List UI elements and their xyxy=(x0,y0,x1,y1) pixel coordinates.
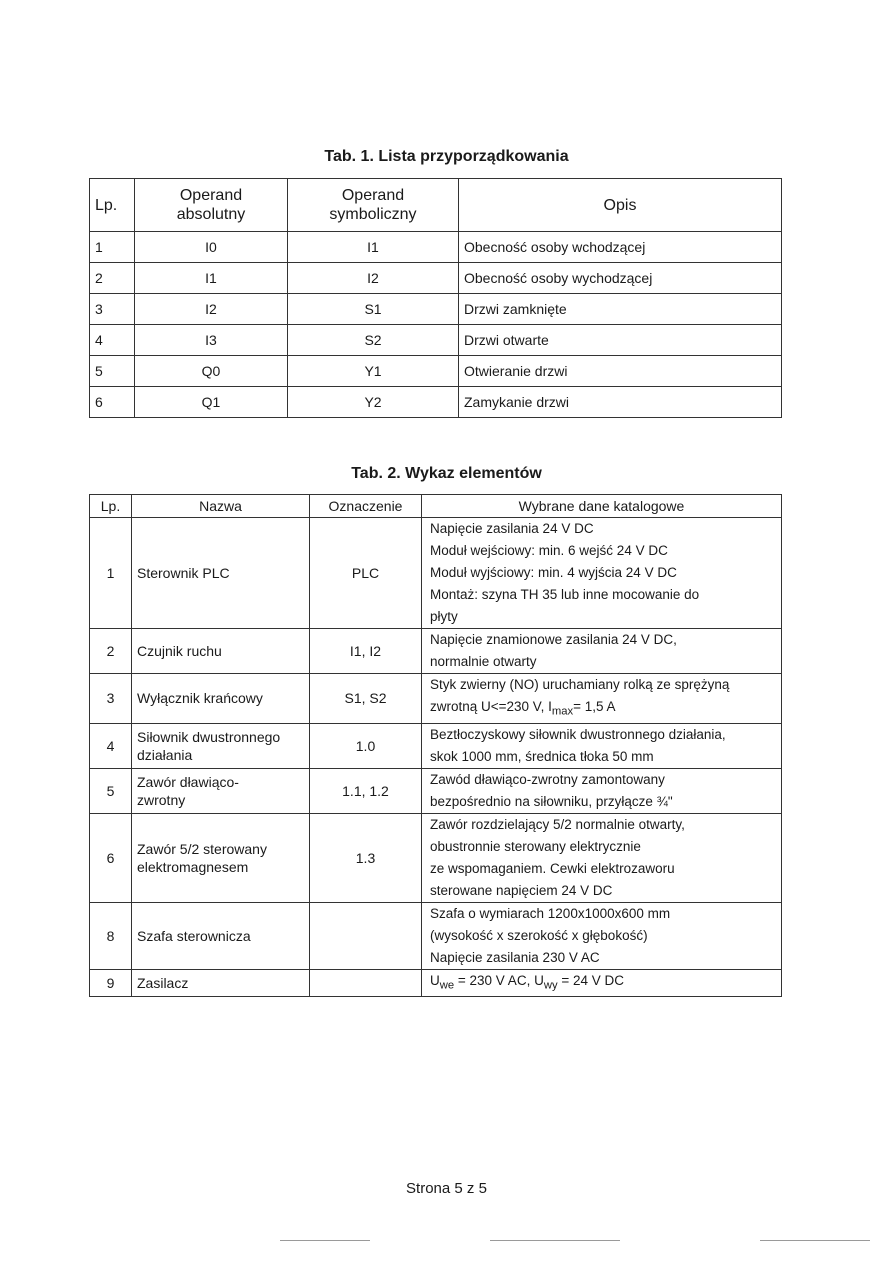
cell-lp: 6 xyxy=(90,813,132,902)
cell-name xyxy=(132,768,310,813)
header-sym-line1: Operand xyxy=(341,187,405,204)
cell-description: Drzwi otwarte xyxy=(459,325,782,356)
header-designation: Oznaczenie xyxy=(310,495,422,518)
catalog-line: skok 1000 mm, średnica tłoka 50 mm xyxy=(430,748,654,764)
cell-name: Zasilacz xyxy=(132,969,310,997)
divider xyxy=(760,1240,870,1241)
assignment-table xyxy=(89,178,782,418)
table1-title: Tab. 1. Lista przyporządkowania xyxy=(324,148,569,165)
catalog-line: (wysokość x szerokość x głębokość) xyxy=(430,927,648,943)
table-row xyxy=(90,674,782,724)
header-symbolic-operand xyxy=(288,179,459,232)
catalog-line: sterowane napięciem 24 V DC xyxy=(430,882,613,898)
cell-lp: 3 xyxy=(90,294,135,325)
divider xyxy=(280,1240,370,1241)
catalog-line: Szafa o wymiarach 1200x1000x600 mm xyxy=(430,905,671,921)
cell-catalog-data xyxy=(422,629,782,674)
cell-name: Sterownik PLC xyxy=(132,518,310,629)
cell-catalog-data xyxy=(422,768,782,813)
cell-lp: 9 xyxy=(90,969,132,997)
cell-symbolic: Y1 xyxy=(288,356,459,387)
cell-name: Wyłącznik krańcowy xyxy=(132,674,310,724)
divider xyxy=(490,1240,620,1241)
name-line: działania xyxy=(137,746,193,763)
cell-description: Otwieranie drzwi xyxy=(459,356,782,387)
page-number: Strona 5 z 5 xyxy=(406,1180,487,1197)
catalog-line: bezpośrednio na siłowniku, przyłącze ¾" xyxy=(430,793,673,809)
name-line: elektromagnesem xyxy=(137,858,249,875)
catalog-line: Napięcie zasilania 230 V AC xyxy=(430,949,600,965)
catalog-text: zwrotną U<=230 V, I xyxy=(430,699,552,714)
header-abs-line1: Operand xyxy=(179,187,243,204)
catalog-line xyxy=(430,970,776,997)
cell-designation: PLC xyxy=(310,518,422,629)
header-absolute-operand xyxy=(135,179,288,232)
cell-symbolic: S1 xyxy=(288,294,459,325)
name-line: Zawór dławiąco- xyxy=(137,773,239,790)
table-row xyxy=(90,387,782,418)
cell-catalog-data xyxy=(422,902,782,969)
cell-absolute: I2 xyxy=(135,294,288,325)
cell-symbolic: I1 xyxy=(288,232,459,263)
header-name: Nazwa xyxy=(132,495,310,518)
header-description: Opis xyxy=(459,179,782,232)
catalog-text: = 24 V DC xyxy=(557,972,624,988)
cell-designation xyxy=(310,969,422,997)
cell-symbolic: Y2 xyxy=(288,387,459,418)
cell-absolute: I1 xyxy=(135,263,288,294)
cell-symbolic: S2 xyxy=(288,325,459,356)
header-catalog-data: Wybrane dane katalogowe xyxy=(422,495,782,518)
cell-lp: 4 xyxy=(90,723,132,768)
cell-description: Obecność osoby wchodzącej xyxy=(459,232,782,263)
table-row xyxy=(90,232,782,263)
cell-designation: 1.3 xyxy=(310,813,422,902)
table-header-row xyxy=(90,179,782,232)
cell-description: Drzwi zamknięte xyxy=(459,294,782,325)
cell-designation: 1.0 xyxy=(310,723,422,768)
cell-absolute: I3 xyxy=(135,325,288,356)
cell-lp: 6 xyxy=(90,387,135,418)
cell-lp: 5 xyxy=(90,768,132,813)
catalog-line: Styk zwierny (NO) uruchamiany rolką ze sprężyną xyxy=(430,677,730,692)
table-row xyxy=(90,629,782,674)
cell-lp: 1 xyxy=(90,518,132,629)
subscript: max xyxy=(551,705,574,718)
cell-name: Czujnik ruchu xyxy=(132,629,310,674)
catalog-text: = 1,5 A xyxy=(573,699,616,714)
cell-absolute: Q0 xyxy=(135,356,288,387)
header-lp: Lp. xyxy=(90,179,135,232)
cell-designation xyxy=(310,902,422,969)
header-sym-line2: symboliczny xyxy=(329,206,417,223)
name-line: Siłownik dwustronnego xyxy=(137,728,281,745)
catalog-line: Moduł wyjściowy: min. 4 wyjścia 24 V DC xyxy=(430,565,677,580)
cell-catalog-data xyxy=(422,723,782,768)
table-row xyxy=(90,518,782,629)
subscript: wy xyxy=(543,979,558,992)
header-abs-line2: absolutny xyxy=(176,206,246,223)
catalog-line: płyty xyxy=(430,609,458,624)
table2-title: Tab. 2. Wykaz elementów xyxy=(351,465,542,482)
catalog-line: Montaż: szyna TH 35 lub inne mocowanie do xyxy=(430,587,700,602)
cell-designation: S1, S2 xyxy=(310,674,422,724)
cell-lp: 1 xyxy=(90,232,135,263)
cell-name xyxy=(132,813,310,902)
cell-catalog-data xyxy=(422,518,782,629)
catalog-text: = 230 V AC, U xyxy=(454,972,544,988)
catalog-line: Napięcie znamionowe zasilania 24 V DC, xyxy=(430,632,677,647)
table-row xyxy=(90,813,782,902)
cell-absolute: I0 xyxy=(135,232,288,263)
catalog-line: Zawód dławiąco-zwrotny zamontowany xyxy=(430,771,665,787)
components-table xyxy=(89,494,782,997)
catalog-line: normalnie otwarty xyxy=(430,654,537,669)
name-line: Zawór 5/2 sterowany xyxy=(137,840,267,857)
cell-catalog-data xyxy=(422,969,782,997)
cell-designation: I1, I2 xyxy=(310,629,422,674)
catalog-line: Moduł wejściowy: min. 6 wejść 24 V DC xyxy=(430,543,668,558)
cell-catalog-data xyxy=(422,813,782,902)
cell-designation: 1.1, 1.2 xyxy=(310,768,422,813)
catalog-line: ze wspomaganiem. Cewki elektrozaworu xyxy=(430,860,675,876)
subscript: we xyxy=(439,979,455,992)
cell-lp: 8 xyxy=(90,902,132,969)
catalog-line: Beztłoczyskowy siłownik dwustronnego działania, xyxy=(430,726,726,742)
table-row xyxy=(90,969,782,997)
table-row xyxy=(90,263,782,294)
cell-lp: 4 xyxy=(90,325,135,356)
catalog-text: U xyxy=(430,972,440,988)
cell-name xyxy=(132,723,310,768)
cell-lp: 2 xyxy=(90,263,135,294)
cell-lp: 2 xyxy=(90,629,132,674)
catalog-line: Zawór rozdzielający 5/2 normalnie otwarty, xyxy=(430,816,685,832)
table-row xyxy=(90,356,782,387)
name-line: zwrotny xyxy=(137,791,186,808)
cell-lp: 5 xyxy=(90,356,135,387)
cell-description: Zamykanie drzwi xyxy=(459,387,782,418)
catalog-line: obustronnie sterowany elektrycznie xyxy=(430,838,641,854)
catalog-line xyxy=(430,696,776,723)
cell-catalog-data xyxy=(422,674,782,724)
cell-description: Obecność osoby wychodzącej xyxy=(459,263,782,294)
cell-symbolic: I2 xyxy=(288,263,459,294)
table-header-row xyxy=(90,495,782,518)
cell-lp: 3 xyxy=(90,674,132,724)
table-row xyxy=(90,723,782,768)
table-row xyxy=(90,768,782,813)
header-lp: Lp. xyxy=(90,495,132,518)
table-row xyxy=(90,902,782,969)
cell-absolute: Q1 xyxy=(135,387,288,418)
table-row xyxy=(90,325,782,356)
table-row xyxy=(90,294,782,325)
cell-name: Szafa sterownicza xyxy=(132,902,310,969)
catalog-line: Napięcie zasilania 24 V DC xyxy=(430,521,594,536)
